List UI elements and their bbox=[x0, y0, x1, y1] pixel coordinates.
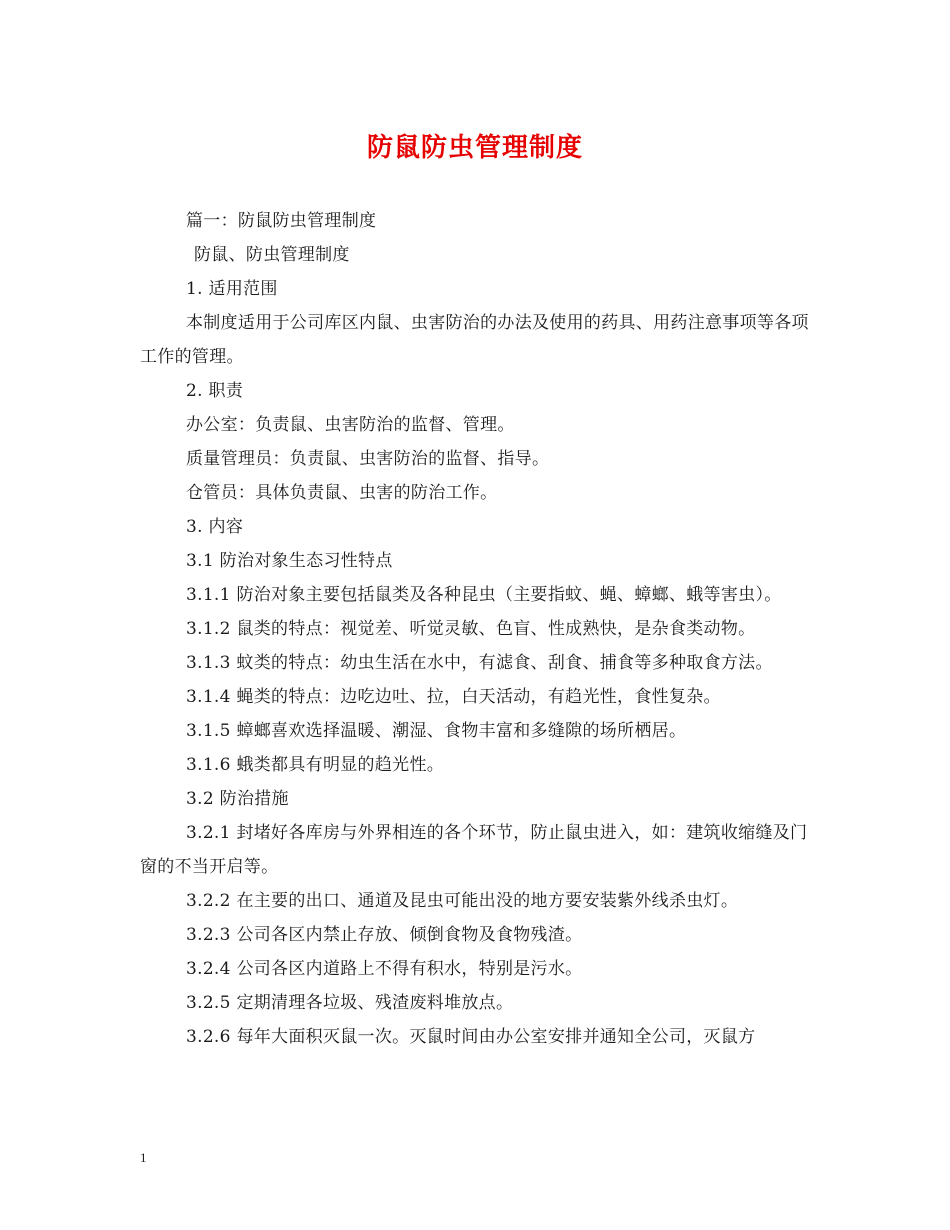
paragraph: 3.1.5 蟑螂喜欢选择温暖、潮湿、食物丰富和多缝隙的场所栖居。 bbox=[186, 721, 687, 741]
page-number: 1 bbox=[140, 1150, 147, 1165]
paragraph: 本制度适用于公司库区内鼠、虫害防治的办法及使用的药具、用药注意事项等各项工作的管理。 bbox=[140, 313, 809, 367]
subsection-heading: 3.1 防治对象生态习性特点 bbox=[186, 551, 393, 571]
paragraph: 3.1.6 蛾类都具有明显的趋光性。 bbox=[186, 755, 445, 775]
paragraph: 3.1.3 蚊类的特点：幼虫生活在水中，有滤食、刮食、捕食等多种取食方法。 bbox=[186, 653, 773, 673]
paragraph: 仓管员：具体负责鼠、虫害的防治工作。 bbox=[186, 483, 498, 503]
section-heading: 2. 职责 bbox=[186, 381, 244, 401]
paragraph: 3.1.2 鼠类的特点：视觉差、听觉灵敏、色盲、性成熟快，是杂食类动物。 bbox=[186, 619, 756, 639]
paragraph: 3.2.6 每年大面积灭鼠一次。灭鼠时间由办公室安排并通知全公司，灭鼠方 bbox=[186, 1027, 756, 1047]
document-body bbox=[140, 204, 820, 1054]
paragraph: 3.2.4 公司各区内道路上不得有积水，特别是污水。 bbox=[186, 959, 583, 979]
paragraph: 3.2.3 公司各区内禁止存放、倾倒食物及食物残渣。 bbox=[186, 925, 583, 945]
section-heading: 3. 内容 bbox=[186, 517, 244, 537]
document-title: 防鼠防虫管理制度 bbox=[366, 133, 583, 163]
paragraph: 3.2.5 定期清理各垃圾、残渣废料堆放点。 bbox=[186, 993, 514, 1013]
paragraph: 3.1.1 防治对象主要包括鼠类及各种昆虫（主要指蚊、蝇、蟑螂、蛾等害虫）。 bbox=[186, 585, 782, 605]
paragraph: 质量管理员：负责鼠、虫害防治的监督、指导。 bbox=[186, 449, 550, 469]
paragraph: 3.2.1 封堵好各库房与外界相连的各个环节，防止鼠虫进入，如：建筑收缩缝及门窗的不当开启等。 bbox=[140, 823, 808, 877]
paragraph: 3.1.4 蝇类的特点：边吃边吐、拉，白天活动，有趋光性，食性复杂。 bbox=[186, 687, 721, 707]
paragraph: 3.2.2 在主要的出口、通道及昆虫可能出没的地方要安装紫外线杀虫灯。 bbox=[186, 891, 739, 911]
section-heading: 1. 适用范围 bbox=[186, 279, 278, 299]
paragraph: 办公室：负责鼠、虫害防治的监督、管理。 bbox=[186, 415, 515, 435]
subsection-heading: 3.2 防治措施 bbox=[186, 789, 289, 809]
paragraph: 防鼠、防虫管理制度 bbox=[194, 245, 350, 265]
paragraph: 篇一：防鼠防虫管理制度 bbox=[186, 211, 377, 231]
